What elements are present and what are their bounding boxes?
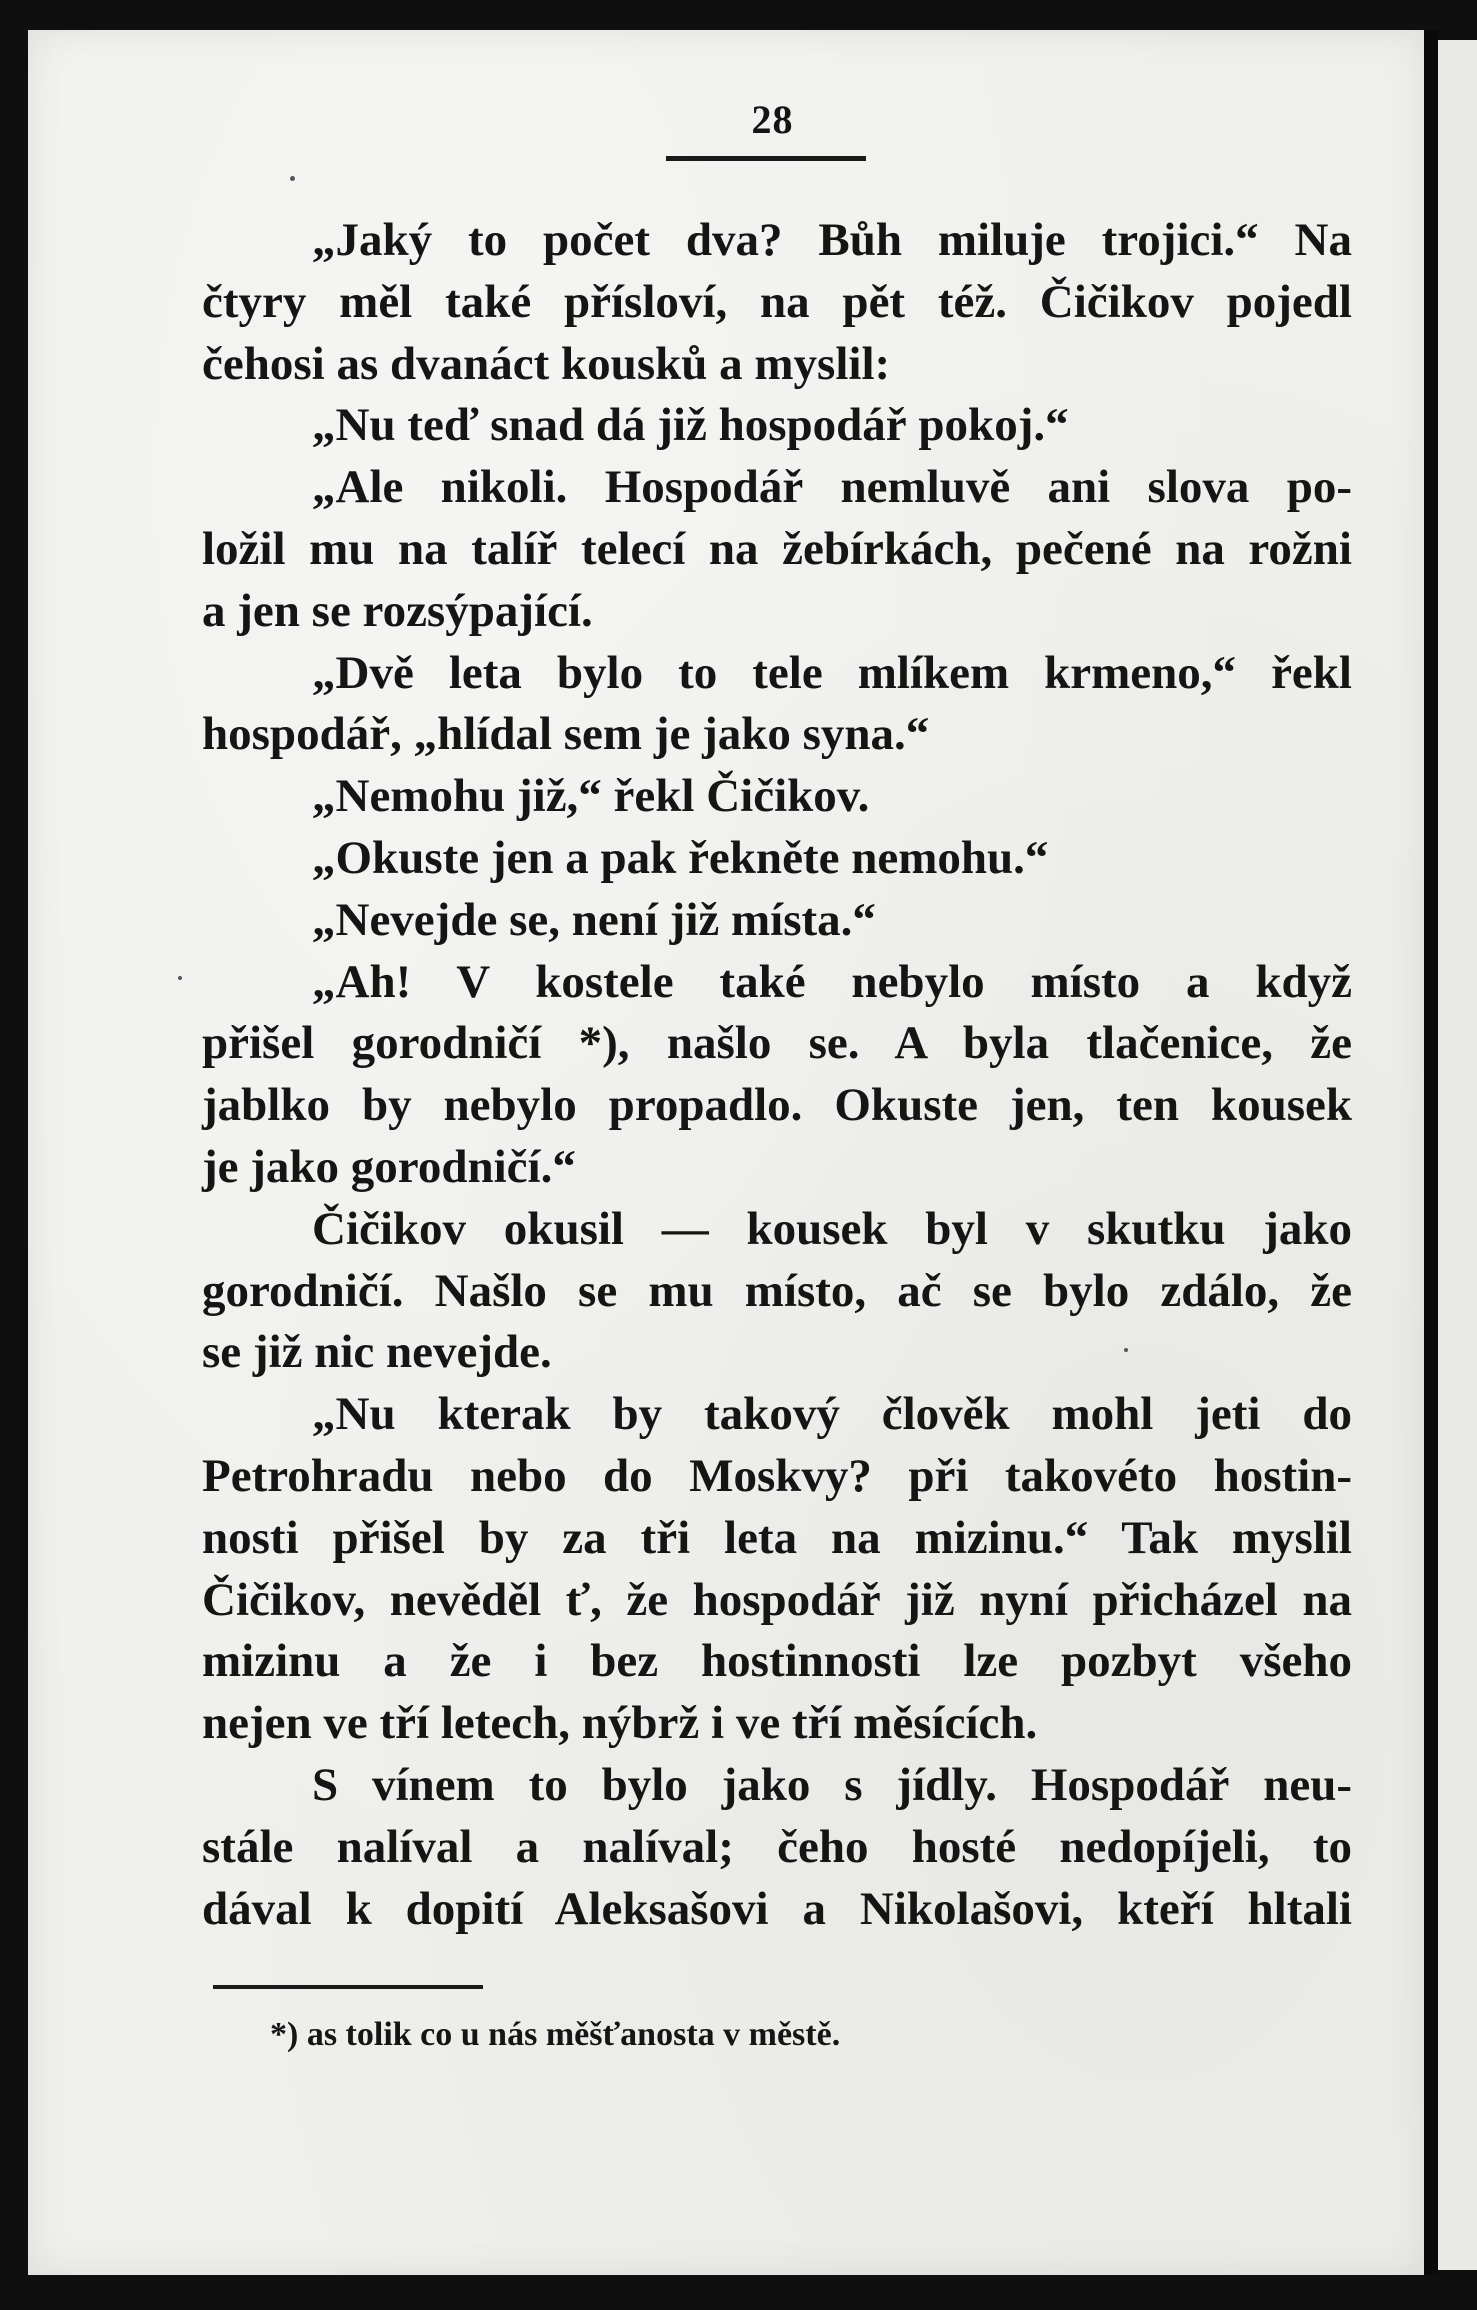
text-line: dával k dopití Aleksašovi a Nikolašovi, kteří hltali [202, 1882, 1352, 1935]
text-line: „Ah! V kostele také nebylo místo a když [312, 955, 1352, 1008]
text-line: S vínem to bylo jako s jídly. Hospodář neu- [312, 1758, 1352, 1811]
text-line: Petrohradu nebo do Moskvy? při takovéto hostin- [202, 1449, 1352, 1502]
text-line: čehosi as dvanáct kousků a myslil: [202, 337, 891, 390]
text-line: mizinu a že i bez hostinnosti lze pozbyt všeho [202, 1635, 1352, 1688]
text-line: „Nemohu již,“ řekl Čičikov. [312, 770, 870, 823]
text-line: „Ale nikoli. Hospodář nemluvě ani slova po- [312, 461, 1352, 514]
print-speck [178, 976, 182, 980]
text-line: hospodář, „hlídal sem je jako syna.“ [202, 708, 930, 761]
text-line: se již nic nevejde. [202, 1326, 552, 1379]
text-line: „Dvě leta bylo to tele mlíkem krmeno,“ řekl [312, 646, 1352, 699]
text-line: čtyry měl také přísloví, na pět též. Čičikov pojedl [202, 275, 1352, 328]
text-line: gorodničí. Našlo se mu místo, ač se bylo zdálo, že [202, 1264, 1352, 1317]
page-number: 28 [751, 97, 794, 142]
page-number-rule [666, 156, 866, 161]
text-line: „Nevejde se, není již místa.“ [312, 893, 876, 946]
text-line: „Nu teď snad dá již hospodář pokoj.“ [312, 399, 1069, 452]
next-page-edge [1438, 40, 1477, 2270]
text-line: Čičikov, nevěděl ť, že hospodář již nyní přicházel na [202, 1573, 1352, 1626]
print-speck [290, 176, 295, 181]
text-line: a jen se rozsýpající. [202, 584, 593, 637]
print-speck [1124, 1348, 1128, 1352]
page-gutter [1424, 30, 1438, 2275]
text-line: je jako gorodničí.“ [202, 1140, 576, 1193]
footnote: *) as tolik co u nás měšťanosta v městě. [270, 2016, 841, 2053]
text-line: „Okuste jen a pak řekněte nemohu.“ [312, 831, 1049, 884]
text-line: nosti přišel by za tři leta na mizinu.“ Tak myslil [202, 1511, 1352, 1564]
body-text [202, 210, 1352, 1940]
text-line: „Nu kterak by takový člověk mohl jeti do [312, 1388, 1352, 1441]
footnote-rule [213, 1985, 483, 1989]
text-line: nejen ve tří letech, nýbrž i ve tří měsících. [202, 1697, 1038, 1750]
text-line: přišel gorodničí *), našlo se. A byla tlačenice, že [202, 1017, 1352, 1070]
text-line: stále nalíval a nalíval; čeho hosté nedopíjeli, to [202, 1820, 1352, 1873]
text-line: „Jaký to počet dva? Bůh miluje trojici.“ Na [312, 214, 1352, 266]
text-line: ložil mu na talíř telecí na žebírkách, pečené na rožni [202, 522, 1352, 575]
text-line: Čičikov okusil — kousek byl v skutku jako [312, 1202, 1352, 1255]
text-line: jablko by nebylo propadlo. Okuste jen, ten kousek [202, 1079, 1352, 1132]
